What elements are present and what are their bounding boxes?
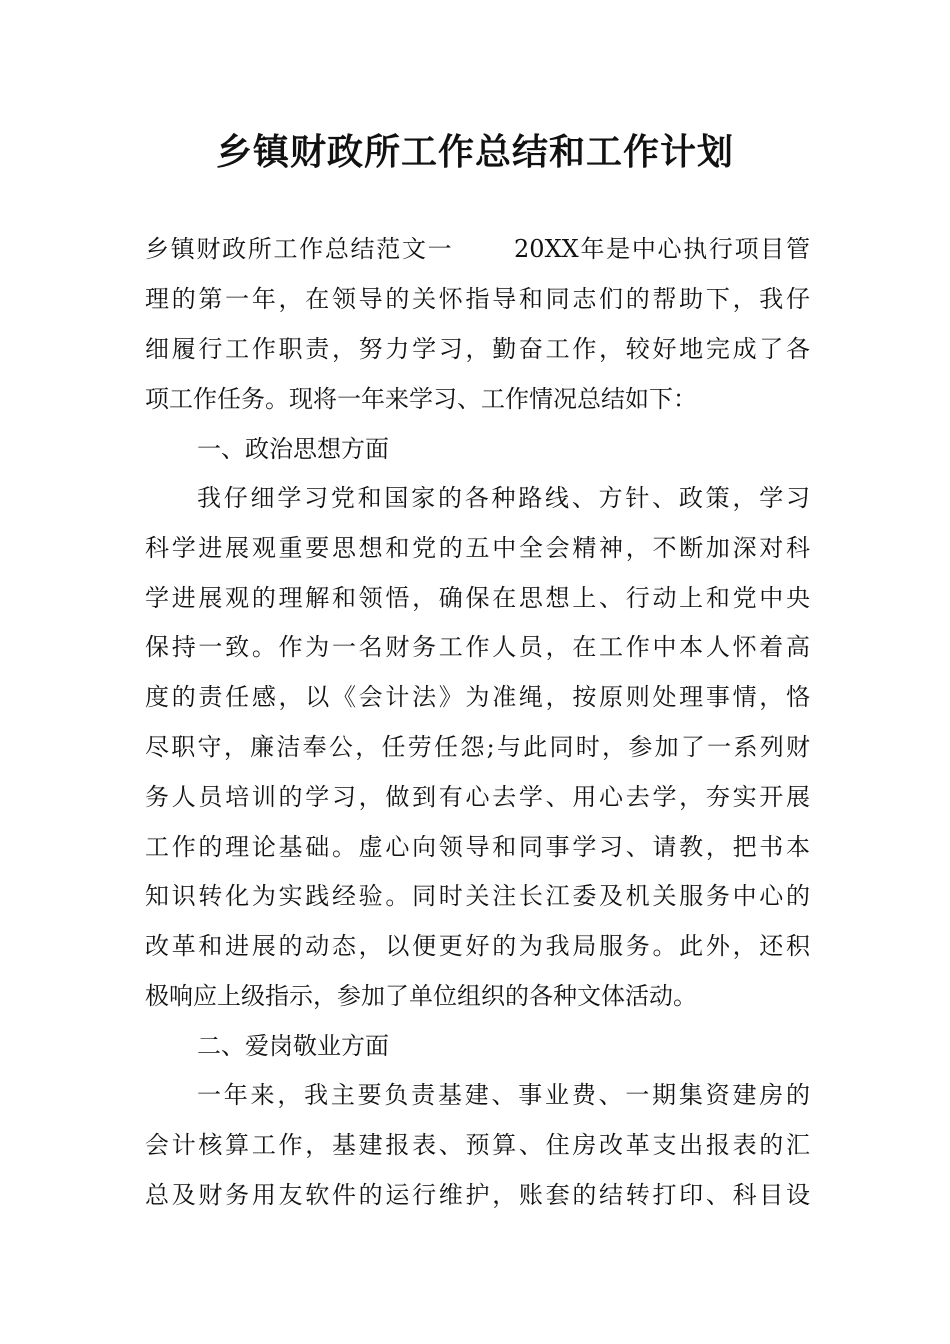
paragraph-line: 极响应上级指示，参加了单位组织的各种文体活动。 [145, 982, 697, 1010]
section-heading: 一、政治思想方面 [197, 435, 389, 463]
paragraph-line: 改革和进展的动态，以便更好的为我局服务。此外，还积 [145, 932, 810, 960]
paragraph-line: 科学进展观重要思想和党的五中全会精神，不断加深对科 [145, 534, 810, 562]
document-title: 乡镇财政所工作总结和工作计划 [215, 131, 734, 173]
paragraph-line: 务人员培训的学习，做到有心去学、用心去学，夯实开展 [145, 783, 810, 811]
paragraph-line: 会计核算工作，基建报表、预算、住房改革支出报表的汇 [145, 1131, 810, 1159]
paragraph-line: 细履行工作职责，努力学习，勤奋工作，较好地完成了各 [145, 335, 810, 363]
paragraph-line: 工作的理论基础。虚心向领导和同事学习、请教，把书本 [145, 833, 810, 861]
paragraph-line: 学进展观的理解和领悟，确保在思想上、行动上和党中央 [145, 584, 810, 612]
section-heading: 二、爱岗敬业方面 [197, 1032, 389, 1060]
paragraph-line: 一年来，我主要负责基建、事业费、一期集资建房的 [197, 1081, 810, 1109]
paragraph-line: 项工作任务。现将一年来学习、工作情况总结如下： [145, 385, 697, 413]
paragraph-line: 尽职守，廉洁奉公，任劳任怨;与此同时，参加了一系列财 [145, 733, 810, 761]
paragraph-line: 度的责任感，以《会计法》为准绳，按原则处理事情，恪 [145, 683, 810, 711]
paragraph-line: 知识转化为实践经验。同时关注长江委及机关服务中心的 [145, 882, 810, 910]
paragraph-line: 保持一致。作为一名财务工作人员，在工作中本人怀着高 [145, 633, 810, 661]
paragraph-line: 我仔细学习党和国家的各种路线、方针、政策，学习 [197, 484, 810, 512]
paragraph-line: 理的第一年，在领导的关怀指导和同志们的帮助下，我仔 [145, 285, 810, 313]
paragraph-line: 总及财务用友软件的运行维护，账套的结转打印、科目设 [145, 1181, 810, 1209]
paragraph-line: 乡镇财政所工作总结范文一 20XX年是中心执行项目管 [145, 235, 810, 263]
